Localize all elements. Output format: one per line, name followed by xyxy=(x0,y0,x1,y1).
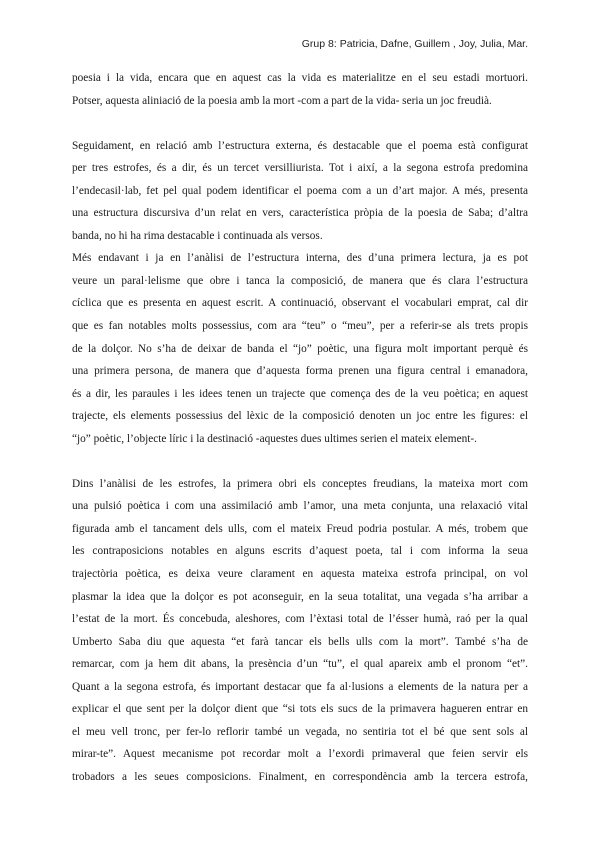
text-line: que es fan notables molts possessius, com ara “teu” o “meu”, per a referir-se als trets propis xyxy=(72,320,528,333)
text-line: Potser, aquesta aliniació de la poesia amb la mort -com a part de la vida- seria un joc freudià. xyxy=(72,94,492,107)
text-line: cíclica que es presenta en aquest escrit. A continuació, observant el vocabulari emprat, cal dir xyxy=(72,297,528,310)
text-line: Més endavant i ja en l’anàlisi de l’estructura interna, des d’una primera lectura, ja es pot xyxy=(72,252,528,265)
text-line: trajectòria poètica, es deixa veure clarament en aquesta mateixa estrofa principal, on vol xyxy=(72,568,528,581)
text-line: Quant a la segona estrofa, és important destacar que fa al·lusions a elements de la natura per a xyxy=(72,680,528,693)
text-line: és a dir, les paraules i les idees tenen un trajecte que comença des de la veu poètica; en aquest xyxy=(72,387,528,400)
text-line: explicar el que sent per la dolçor dient que “si tots els sucs de la primavera hagueren entrar en xyxy=(72,703,528,716)
text-line: banda, no hi ha rima destacable i continuada als versos. xyxy=(72,229,323,242)
text-line: per tres estrofes, és a dir, és un tercet versilliurista. Tot i així, a la segona estrofa predomina xyxy=(72,162,528,175)
text-line: trobadors a les seues composicions. Finalment, en correspondència amb la tercera estrofa, xyxy=(72,770,528,783)
text-line: “jo” poètic, l’objecte líric i la destinació -aquestes dues ultimes serien el mateix element-. xyxy=(72,432,477,445)
text-line: Seguidament, en relació amb l’estructura externa, és destacable que el poema està configurat xyxy=(72,139,528,152)
text-line: una estructura discursiva d’un relat en vers, característica pròpia de la poesia de Saba; d’altra xyxy=(72,207,528,220)
text-line: Umberto Saba diu que aquesta “et farà tancar els bells ulls com la mort”. També s’ha de xyxy=(72,635,528,648)
text-line: l’estat de la mort. És concebuda, aleshores, com l’èxtasi total de l’ésser humà, raó per la qual xyxy=(72,613,528,626)
text-line: el meu vell tronc, per fer-lo reflorir també un vegada, no sentiria tot el bé que sent sols al xyxy=(72,725,528,738)
text-line: trajecte, els elements possessius del lèxic de la composició denoten un joc entre les figures: el xyxy=(72,410,528,423)
text-line: Dins l’anàlisi de les estrofes, la primera obri els conceptes freudians, la mateixa mort com xyxy=(72,477,528,490)
document-body xyxy=(72,67,528,789)
text-line: l’endecasil·lab, fet pel qual podem identificar el poema com a un d’art major. A més, presenta xyxy=(72,184,528,197)
text-line: poesia i la vida, encara que en aquest cas la vida es materialitze en el seu estadi mortuori. xyxy=(72,72,528,84)
text-line: mirar-te”. Aquest mecanisme pot recordar molt a l’exordi primaveral que feien servir els xyxy=(72,748,528,761)
text-line: remarcar, com ja hem dit abans, la presència d’un “tu”, el qual apareix amb el pronom “et”. xyxy=(72,658,528,671)
text-line: plasmar la idea que la dolçor es pot aconseguir, en la seua totalitat, una vegada s’ha arribar a xyxy=(72,590,528,603)
text-line: les contraposicions notables en alguns escrits d’aquest poeta, tal i com informa la seua xyxy=(72,545,528,558)
text-line: de la dolçor. No s’ha de deixar de banda el “jo” poètic, una figura molt important perquè és xyxy=(72,342,528,355)
text-line: una pulsió poètica i com una assimilació amb l’amor, una meta conjunta, una relaxació vital xyxy=(72,500,528,513)
page-header: Grup 8: Patricia, Dafne, Guillem , Joy, Julia, Mar. xyxy=(301,38,528,50)
text-line: figurada amb el tancament dels ulls, com el mateix Freud podria postular. A més, trobem que xyxy=(72,522,528,535)
text-line: veure un paral·lelisme que obre i tanca la composició, de manera que és clara l’estructura xyxy=(72,274,528,287)
text-line: una primera persona, de manera que d’aquesta forma prenen una figura central i emanadora, xyxy=(72,365,528,378)
